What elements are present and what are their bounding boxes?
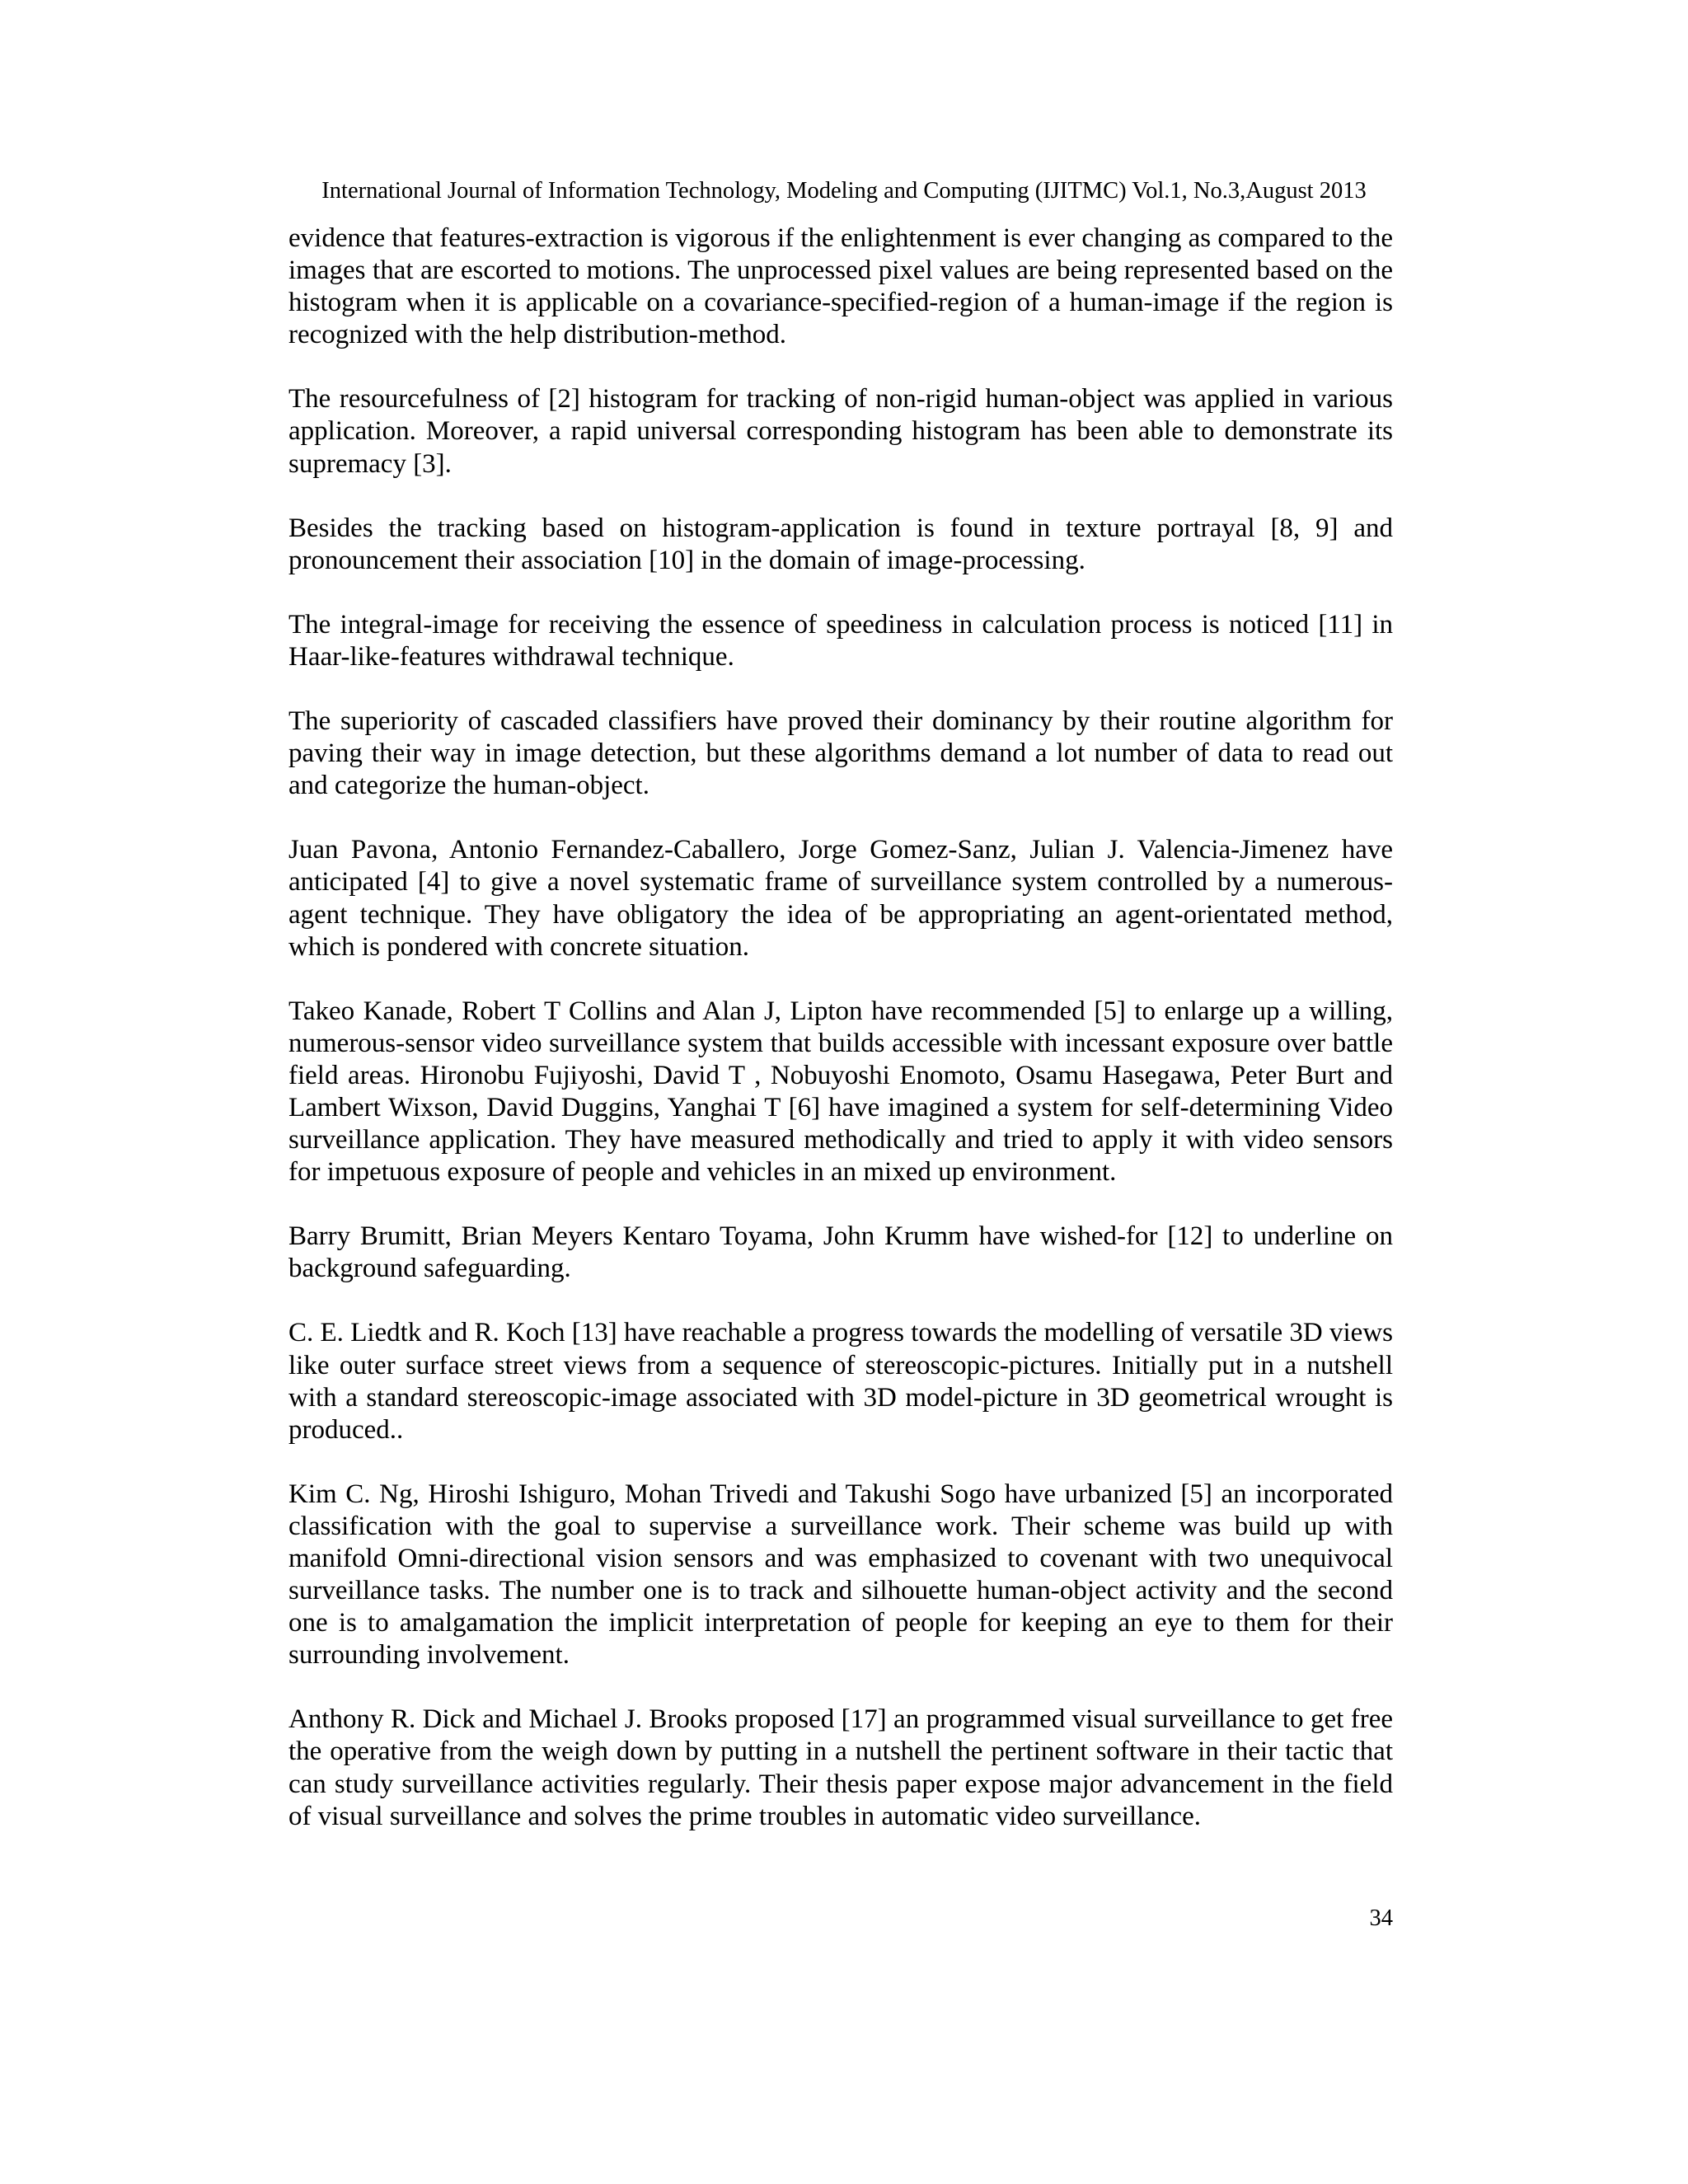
- paragraph-texture-portrayal: Besides the tracking based on histogram-application is found in texture portrayal [8, 9] and pronouncement their association [10] in the domain of image-processing.: [288, 513, 1393, 575]
- paragraph-multi-agent-surveillance: Juan Pavona, Antonio Fernandez-Caballero, Jorge Gomez-Sanz, Julian J. Valencia-Jimenez have anticipated [4] to give a novel systematic frame of surveillance system controlled by a numerous-agent technique. They have obligatory the idea of be appropriating an agent-orientated method, which is pondered with concrete situation.: [288, 835, 1393, 962]
- paragraph-background-safeguarding: Barry Brumitt, Brian Meyers Kentaro Toyama, John Krumm have wished-for [12] to underline on background safeguarding.: [288, 1221, 1393, 1284]
- body-text: [288, 223, 1393, 1865]
- paragraph-cascaded-classifiers: The superiority of cascaded classifiers have proved their dominancy by their routine algorithm for paving their way in image detection, but these algorithms demand a lot number of data to read out and categorize the human-object.: [288, 706, 1393, 801]
- paragraph-histogram-tracking: The resourcefulness of [2] histogram for tracking of non-rigid human-object was applied in various application. Moreover, a rapid universal corresponding histogram has been able to demonstrate its supremacy [3].: [288, 384, 1393, 479]
- page-number: 34: [1369, 1905, 1393, 1931]
- paragraph-3d-modelling: C. E. Liedtk and R. Koch [13] have reachable a progress towards the modelling of versatile 3D views like outer surface street views from a sequence of stereoscopic-pictures. Initially put in a nutshell with a standard stereoscopic-image associated with 3D model-picture in 3D geometrical wrought is produced..: [288, 1318, 1393, 1445]
- running-header: International Journal of Information Technology, Modeling and Computing (IJITMC) Vol.1, No.3,August 2013: [321, 178, 1367, 204]
- paragraph-feature-extraction: evidence that features-extraction is vigorous if the enlightenment is ever changing as compared to the images that are escorted to motions. The unprocessed pixel values are being represented based on the histogram when it is applicable on a covariance-specified-region of a human-image if the region is recognized with the help distribution-method.: [288, 223, 1393, 350]
- paragraph-omni-directional-sensors: Kim C. Ng, Hiroshi Ishiguro, Mohan Trivedi and Takushi Sogo have urbanized [5] an incorporated classification with the goal to supervise a surveillance work. Their scheme was build up with manifold Omni-directional vision sensors and was emphasized to covenant with two unequivocal surveillance tasks. The number one is to track and silhouette human-object activity and the second one is to amalgamation the implicit interpretation of people for keeping an eye to them for their surrounding involvement.: [288, 1479, 1393, 1671]
- paragraph-automatic-visual-surveillance: Anthony R. Dick and Michael J. Brooks proposed [17] an programmed visual surveillance to get free the operative from the weigh down by putting in a nutshell the pertinent software in their tactic that can study surveillance activities regularly. Their thesis paper expose major advancement in the field of visual surveillance and solves the prime troubles in automatic video surveillance.: [288, 1704, 1393, 1831]
- paragraph-integral-image: The integral-image for receiving the essence of speediness in calculation process is noticed [11] in Haar-like-features withdrawal technique.: [288, 609, 1393, 672]
- paragraph-multi-sensor-surveillance: Takeo Kanade, Robert T Collins and Alan J, Lipton have recommended [5] to enlarge up a willing, numerous-sensor video surveillance system that builds accessible with incessant exposure over battle field areas. Hironobu Fujiyoshi, David T , Nobuyoshi Enomoto, Osamu Hasegawa, Peter Burt and Lambert Wixson, David Duggins, Yanghai T [6] have imagined a system for self-determining Video surveillance application. They have measured methodically and tried to apply it with video sensors for impetuous exposure of people and vehicles in an mixed up environment.: [288, 996, 1393, 1188]
